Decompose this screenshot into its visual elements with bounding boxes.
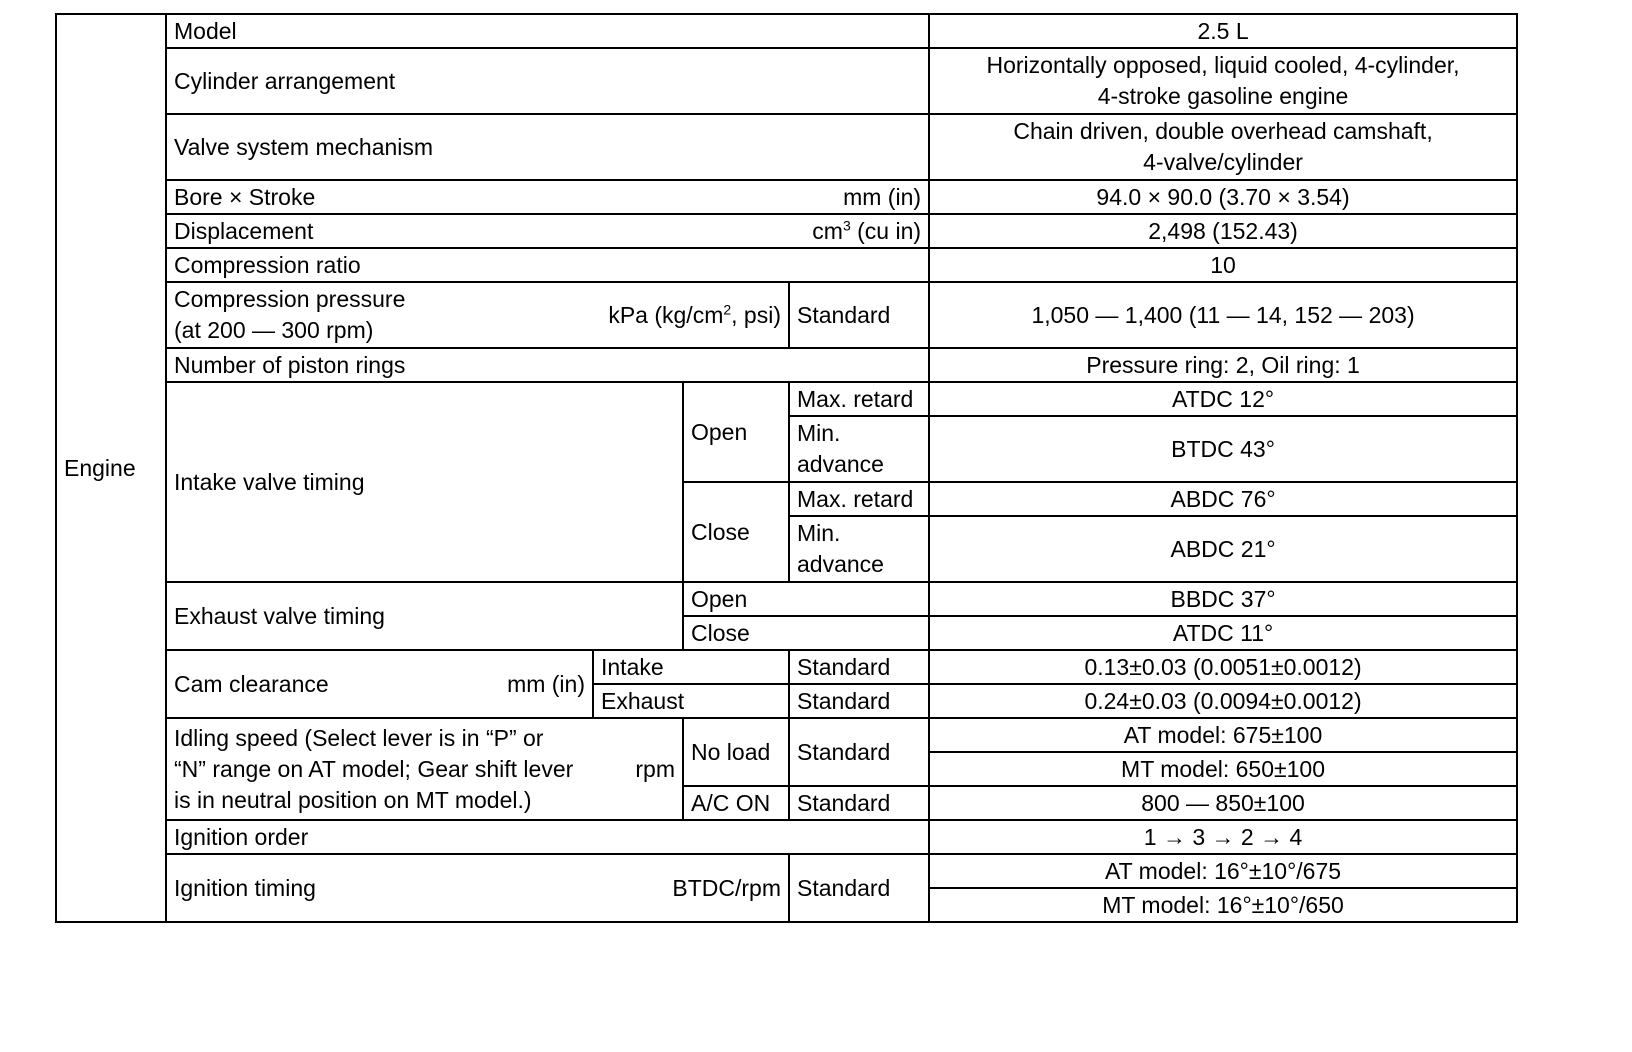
label-model: Model xyxy=(166,14,929,48)
value-intake-close-max-retard: ABDC 76° xyxy=(929,482,1517,516)
label-ignition-order: Ignition order xyxy=(166,820,929,854)
value-cam-intake: 0.13±0.03 (0.0051±0.0012) xyxy=(929,650,1517,684)
row-ignition-timing-at xyxy=(56,854,1517,888)
value-compression-pressure: 1,050 — 1,400 (11 — 14, 152 — 203) xyxy=(929,282,1517,348)
unit-ignition-timing: BTDC/rpm xyxy=(672,874,781,901)
value-intake-open-max-retard: ATDC 12° xyxy=(929,382,1517,416)
label-exhaust-close: Close xyxy=(683,616,929,650)
label-compression-ratio: Compression ratio xyxy=(166,248,929,282)
label-cylinder-arrangement: Cylinder arrangement xyxy=(166,48,929,114)
label-intake-close: Close xyxy=(683,482,789,582)
value-displacement: 2,498 (152.43) xyxy=(929,214,1517,248)
label-displacement: Displacement xyxy=(174,217,314,244)
row-cam-clearance-intake xyxy=(56,650,1517,684)
label-bore-stroke-cell xyxy=(166,180,929,214)
value-cylinder-line1: Horizontally opposed, liquid cooled, 4-cylinder, xyxy=(986,52,1460,78)
label-ignition-timing-cell xyxy=(166,854,789,922)
label-idling-no-load: No load xyxy=(683,718,789,786)
value-cam-exhaust: 0.24±0.03 (0.0094±0.0012) xyxy=(929,684,1517,718)
label-intake-open: Open xyxy=(683,382,789,482)
label-valve-system: Valve system mechanism xyxy=(166,114,929,180)
label-idling-speed: Idling speed (Select lever is in “P” or “N” range on AT model; Gear shift lever is in neutral position on MT model.) xyxy=(174,724,574,813)
value-exhaust-open: BBDC 37° xyxy=(929,582,1517,616)
label-cam-intake: Intake xyxy=(593,650,789,684)
label-piston-rings: Number of piston rings xyxy=(166,348,929,382)
row-ignition-order xyxy=(56,820,1517,854)
label-idling-cell xyxy=(166,718,683,820)
label-idling-ac-on: A/C ON xyxy=(683,786,789,820)
value-intake-open-min-advance: BTDC 43° xyxy=(929,416,1517,482)
label-cam-exhaust: Exhaust xyxy=(593,684,789,718)
value-bore-stroke: 94.0 × 90.0 (3.70 × 3.54) xyxy=(929,180,1517,214)
label-cam-clearance-cell xyxy=(166,650,593,718)
label-bore-stroke: Bore × Stroke xyxy=(174,183,316,210)
row-valve-system xyxy=(56,114,1517,180)
label-compression-pressure-cell xyxy=(166,282,789,348)
label-compression-pressure: Compression pressure (at 200 — 300 rpm) xyxy=(174,286,406,343)
row-cylinder-arrangement xyxy=(56,48,1517,114)
value-idling-ac-on: 800 — 850±100 xyxy=(929,786,1517,820)
value-ignition-order: 1 → 3 → 2 → 4 xyxy=(929,820,1517,854)
value-ignition-timing-at: AT model: 16°±10°/675 xyxy=(929,854,1517,888)
unit-displacement: $cm^3$ (cu in) xyxy=(812,216,922,244)
label-exhaust-open: Open xyxy=(683,582,929,616)
label-cam-clearance: Cam clearance xyxy=(174,670,329,697)
value-compression-ratio: 10 xyxy=(929,248,1517,282)
condition-compression-pressure: Standard xyxy=(789,282,929,348)
condition-cam-exhaust: Standard xyxy=(789,684,929,718)
value-valve-line1: Chain driven, double overhead camshaft, xyxy=(1013,118,1433,144)
unit-idling: rpm xyxy=(635,755,675,782)
row-displacement xyxy=(56,214,1517,248)
value-exhaust-close: ATDC 11° xyxy=(929,616,1517,650)
value-intake-close-min-advance: ABDC 21° xyxy=(929,516,1517,582)
label-intake-close-min-advance: Min. advance xyxy=(789,516,929,582)
row-exhaust-open xyxy=(56,582,1517,616)
row-piston-rings xyxy=(56,348,1517,382)
unit-bore-stroke: mm (in) xyxy=(843,183,922,210)
label-displacement-cell xyxy=(166,214,929,248)
condition-cam-intake: Standard xyxy=(789,650,929,684)
value-valve-system xyxy=(929,114,1517,180)
unit-compression-pressure: kPa ($kg/cm^2$, psi) xyxy=(608,300,781,328)
value-idling-mt: MT model: 650±100 xyxy=(929,752,1517,786)
section-engine: Engine xyxy=(56,14,166,922)
condition-idling-no-load: Standard xyxy=(789,718,929,786)
condition-ignition-timing: Standard xyxy=(789,854,929,922)
value-idling-at: AT model: 675±100 xyxy=(929,718,1517,752)
label-exhaust-valve-timing: Exhaust valve timing xyxy=(166,582,683,650)
unit-cam-clearance: mm (in) xyxy=(507,670,585,697)
value-ignition-timing-mt: MT model: 16°±10°/650 xyxy=(929,888,1517,922)
row-idling-at xyxy=(56,718,1517,752)
label-intake-open-max-retard: Max. retard xyxy=(789,382,929,416)
row-intake-open-max-retard xyxy=(56,382,1517,416)
row-compression-ratio xyxy=(56,248,1517,282)
value-valve-line2: 4-valve/cylinder xyxy=(1143,149,1303,175)
engine-spec-table xyxy=(55,13,1518,923)
label-intake-valve-timing: Intake valve timing xyxy=(166,382,683,582)
label-intake-close-max-retard: Max. retard xyxy=(789,482,929,516)
value-cylinder-line2: 4-stroke gasoline engine xyxy=(1097,83,1349,109)
value-cylinder-arrangement xyxy=(929,48,1517,114)
row-model xyxy=(56,14,1517,48)
condition-idling-ac-on: Standard xyxy=(789,786,929,820)
label-ignition-timing: Ignition timing xyxy=(174,874,316,901)
label-intake-open-min-advance: Min. advance xyxy=(789,416,929,482)
value-piston-rings: Pressure ring: 2, Oil ring: 1 xyxy=(929,348,1517,382)
row-compression-pressure xyxy=(56,282,1517,348)
row-bore-stroke xyxy=(56,180,1517,214)
value-model: 2.5 L xyxy=(929,14,1517,48)
